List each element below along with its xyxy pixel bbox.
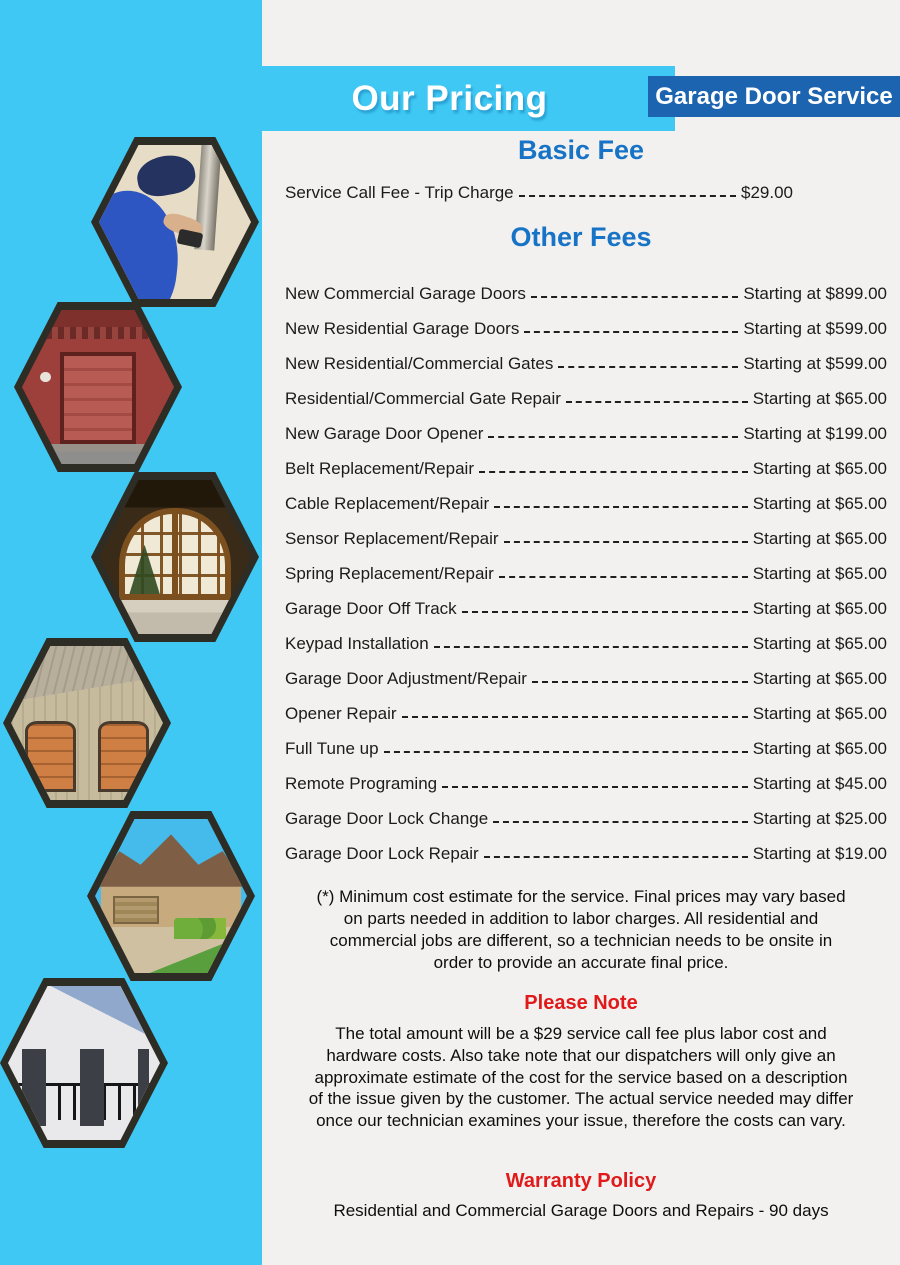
warranty-policy-section (262, 1200, 900, 1222)
dashed-leader (558, 366, 738, 368)
fee-row (285, 731, 887, 766)
fee-label: Sensor Replacement/Repair (285, 528, 499, 548)
fee-price: Starting at $65.00 (752, 388, 887, 408)
dashed-leader (488, 436, 738, 438)
technician-photo-art (99, 145, 251, 299)
fee-row (285, 381, 887, 416)
please-note-heading: Please Note (524, 992, 638, 1014)
red-door-photo-art (22, 310, 174, 464)
fee-row (285, 346, 887, 381)
dock-railing-shape (13, 1083, 156, 1120)
fee-row (285, 766, 887, 801)
roof-shape (95, 834, 247, 886)
fee-row (285, 696, 887, 731)
other-fees-heading: Other Fees (510, 222, 652, 252)
fee-row (285, 556, 887, 591)
dashed-leader (484, 856, 748, 858)
hexagon-photo-technician (91, 137, 259, 307)
hexagon-photo-residential-house (87, 811, 255, 981)
fee-label: Full Tune up (285, 738, 379, 758)
fee-label: Cable Replacement/Repair (285, 493, 490, 513)
dashed-leader (532, 681, 748, 683)
wall-lamp-shape (40, 372, 51, 383)
brand-banner (648, 76, 900, 117)
dashed-leader (493, 821, 748, 823)
bushes-shape (174, 918, 226, 940)
fee-row (285, 311, 887, 346)
building-photo-art (8, 986, 160, 1140)
warranty-policy-heading: Warranty Policy (505, 1170, 657, 1192)
fee-price: Starting at $65.00 (752, 703, 887, 723)
dashed-leader (462, 611, 748, 613)
fee-row (285, 661, 887, 696)
fee-row (285, 801, 887, 836)
hexagon-photo-red-commercial-door (14, 302, 182, 472)
fee-price: Starting at $25.00 (752, 808, 887, 828)
hexagon-photo-arched-window (91, 472, 259, 642)
dashed-leader (519, 195, 736, 197)
fee-label: New Residential/Commercial Gates (285, 353, 554, 373)
fee-label: New Garage Door Opener (285, 423, 484, 443)
fee-label: Garage Door Lock Change (285, 808, 489, 828)
dashed-leader (499, 576, 748, 578)
hexagon-photo-commercial-building (0, 978, 168, 1148)
fee-label: Spring Replacement/Repair (285, 563, 494, 583)
dashed-leader (479, 471, 748, 473)
dashed-leader (531, 296, 738, 298)
fee-label: Garage Door Lock Repair (285, 843, 479, 863)
fee-label: New Commercial Garage Doors (285, 283, 526, 303)
fee-label: New Residential Garage Doors (285, 318, 520, 338)
fee-price: Starting at $599.00 (743, 353, 887, 373)
hexagon-photo-orange-doors (3, 638, 171, 808)
other-fees-list (285, 276, 887, 871)
fee-label: Opener Repair (285, 703, 397, 723)
garage-door-right-shape (98, 721, 150, 792)
fee-row (285, 416, 887, 451)
warranty-policy-text: Residential and Commercial Garage Doors and Repairs - 90 days (333, 1201, 829, 1220)
dashed-leader (504, 541, 748, 543)
dashed-leader (434, 646, 748, 648)
fee-price: $29.00 (741, 183, 793, 202)
fee-row (285, 521, 887, 556)
dashed-leader (442, 786, 748, 788)
fee-price: Starting at $199.00 (743, 423, 887, 443)
fee-row (285, 486, 887, 521)
orange-doors-photo-art (11, 646, 163, 800)
dashed-leader (402, 716, 748, 718)
brand-name: Garage Door Service (655, 82, 893, 110)
fee-price: Starting at $65.00 (752, 458, 887, 478)
footnote-text: (*) Minimum cost estimate for the service. Final prices may vary based on parts needed in addition to labor charges. All residential and commercial jobs are different, so a technician needs to be onsite in order to provide an accurate final price. (316, 887, 846, 972)
fee-label: Residential/Commercial Gate Repair (285, 388, 561, 408)
fee-row (285, 451, 887, 486)
fee-price: Starting at $65.00 (752, 668, 887, 688)
fee-price: Starting at $65.00 (752, 528, 887, 548)
fee-price: Starting at $45.00 (752, 773, 887, 793)
page-title: Our Pricing (351, 78, 548, 118)
basic-fee-heading: Basic Fee (517, 135, 645, 165)
fee-price: Starting at $65.00 (752, 738, 887, 758)
fee-label: Remote Programing (285, 773, 438, 793)
pricing-header-band (262, 66, 675, 131)
fee-price: Starting at $65.00 (752, 633, 887, 653)
fee-label: Keypad Installation (285, 633, 429, 653)
fee-row (285, 626, 887, 661)
please-note-text: The total amount will be a $29 service call fee plus labor cost and hardware costs. Also take note that our dispatchers will only give an approximate estimate of the cost for the service based on a description of the issue given by the customer. The actual service needed may differ once our technician examines your issue, therefore the costs can vary. (308, 1024, 854, 1131)
garage-door-left-shape (25, 721, 77, 792)
fee-price: Starting at $65.00 (752, 493, 887, 513)
dashed-leader (494, 506, 748, 508)
drill-shape (177, 229, 204, 249)
fee-price: Starting at $19.00 (752, 843, 887, 863)
arched-window-photo-art (99, 480, 251, 634)
fee-row (285, 276, 887, 311)
dashed-leader (566, 401, 748, 403)
fee-price: Starting at $65.00 (752, 598, 887, 618)
fee-label: Service Call Fee - Trip Charge (285, 183, 514, 202)
fee-price: Starting at $65.00 (752, 563, 887, 583)
house-photo-art (95, 819, 247, 973)
garage-door-shape (113, 896, 159, 924)
fee-row (285, 591, 887, 626)
dashed-leader (384, 751, 748, 753)
footnote-section (262, 886, 900, 974)
fee-price: Starting at $599.00 (743, 318, 887, 338)
dashed-leader (524, 331, 738, 333)
fee-row (285, 836, 887, 871)
please-note-section (262, 1023, 900, 1132)
fee-label: Garage Door Off Track (285, 598, 457, 618)
fee-label: Belt Replacement/Repair (285, 458, 474, 478)
basic-fee-row (285, 181, 793, 205)
fee-price: Starting at $899.00 (743, 283, 887, 303)
fee-label: Garage Door Adjustment/Repair (285, 668, 527, 688)
